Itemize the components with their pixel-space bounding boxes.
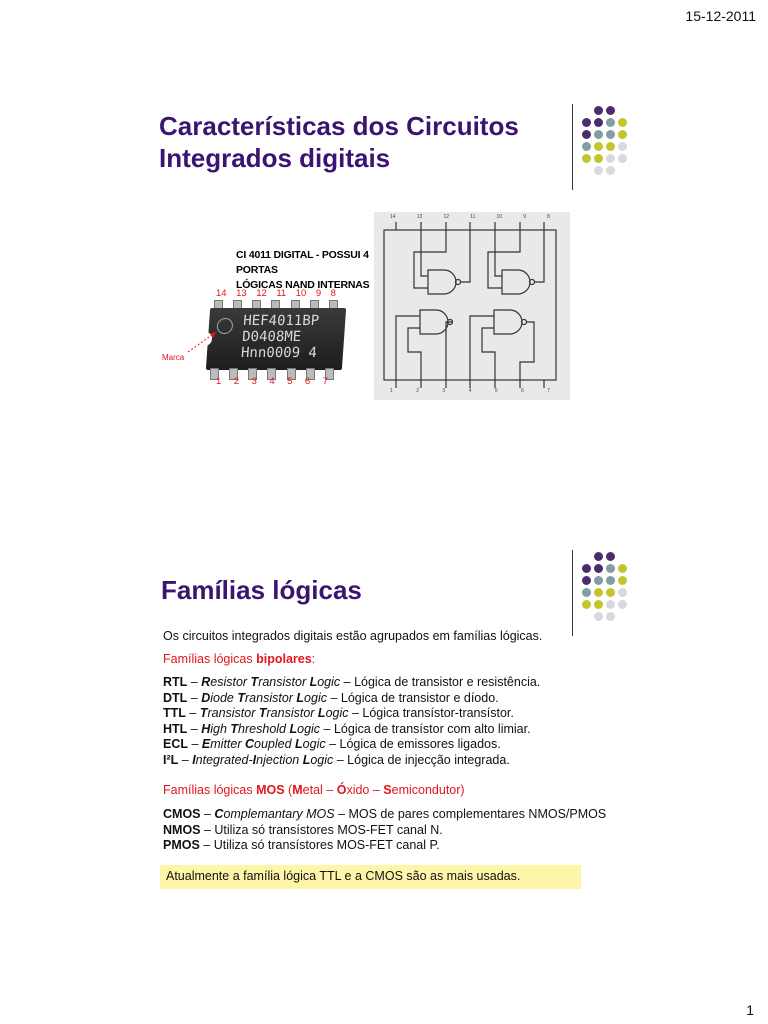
bipolar-suffix: : [311, 652, 316, 666]
slide1-title-line1: Características dos Circuitos [159, 111, 519, 141]
decorative-dot [606, 552, 615, 561]
decorative-dot [582, 600, 591, 609]
list-item: HTL – High Threshold Logic – Lógica de transístor com alto limiar. [163, 721, 531, 736]
decorative-dot [582, 576, 591, 585]
diagram-pin-label: 8 [547, 214, 550, 220]
diagram-pin-label: 13 [416, 214, 423, 220]
decorative-dot [582, 564, 591, 573]
decorative-dot [594, 576, 603, 585]
chip-marking-line2: D0408ME [241, 329, 302, 345]
decorative-dot [594, 588, 603, 597]
bipolar-prefix: Famílias lógicas [163, 652, 257, 666]
slide2-intro: Os circuitos integrados digitais estão agrupados em famílias lógicas. [163, 629, 543, 643]
diagram-pin-label: 12 [443, 214, 449, 220]
list-item: ECL – Emitter Coupled Logic – Lógica de emissores ligados. [163, 737, 501, 751]
decorative-dot [606, 154, 615, 163]
bipolar-heading [163, 652, 315, 668]
chip-top-pin-numbers [216, 288, 336, 299]
diagram-pin-label: 11 [470, 214, 476, 220]
pin-label: 12 [256, 288, 267, 299]
chip-bottom-pin-numbers [216, 376, 328, 387]
decorative-dot [594, 552, 603, 561]
slide1-title-line2: Integrados digitais [159, 143, 391, 173]
diagram-pin-label: 14 [390, 214, 396, 220]
decorative-dot [618, 118, 627, 127]
diagram-pin-label: 6 [521, 388, 524, 394]
pin-label: 8 [330, 288, 336, 299]
decorative-dot [618, 588, 627, 597]
decorative-dot [606, 106, 615, 115]
decorative-dot [618, 130, 627, 139]
decorative-dot [618, 600, 627, 609]
nand-schematic-icon [374, 212, 570, 400]
decorative-dot [606, 142, 615, 151]
marker-label: Marca [162, 353, 185, 362]
chip-body [206, 308, 346, 370]
decorative-dot [606, 588, 615, 597]
chip-caption-line1: CI 4011 DIGITAL - POSSUI 4 PORTAS [236, 249, 369, 276]
list-item: RTL – Resistor Transistor Logic – Lógica de transistor e resistência. [163, 675, 541, 689]
decorative-dots-2 [572, 550, 636, 638]
decorative-dot [594, 118, 603, 127]
diagram-bottom-pins [390, 388, 550, 394]
decorative-dot [594, 600, 603, 609]
list-item: TTL – Transistor Transistor Logic – Lógica transístor-transístor. [163, 706, 514, 720]
decorative-dot [618, 564, 627, 573]
diagram-pin-label: 2 [416, 388, 419, 394]
decorative-dot [594, 166, 603, 175]
mos-heading: Famílias lógicas MOS (Metal – Óxido – Semicondutor) [163, 783, 465, 797]
decorative-dot [606, 612, 615, 621]
decorative-dot [606, 576, 615, 585]
diagram-pin-label: 5 [494, 388, 498, 394]
bipolar-list [163, 675, 603, 768]
diagram-pin-label: 10 [496, 214, 503, 220]
list-item: NMOS – Utiliza só transístores MOS-FET canal N. [163, 822, 443, 837]
marker-arrow-icon [184, 328, 224, 356]
decorative-dot [606, 130, 615, 139]
decorative-dot [594, 154, 603, 163]
diagram-pin-label: 9 [523, 214, 527, 220]
pin-label: 9 [315, 288, 322, 299]
highlight-note: Atualmente a família lógica TTL e a CMOS são as mais usadas. [160, 865, 581, 889]
decorative-dot [594, 612, 603, 621]
decorative-dot [594, 564, 603, 573]
pin-label: 13 [236, 288, 247, 299]
decorative-dot [606, 564, 615, 573]
nand-gate-diagram [374, 212, 570, 400]
decorative-dot [582, 118, 591, 127]
decorative-dot [582, 130, 591, 139]
pin-label: 6 [304, 376, 311, 387]
pin-label: 14 [216, 288, 227, 299]
decorative-dot [606, 600, 615, 609]
decorative-dot [582, 588, 591, 597]
pin-label: 2 [233, 376, 240, 387]
pin-label: 1 [216, 376, 222, 387]
decorative-dot [594, 106, 603, 115]
ic-chip-photo [164, 242, 374, 392]
mos-list [163, 807, 633, 854]
decorative-dot [618, 154, 627, 163]
slide1-title [159, 110, 519, 174]
decorative-dot [618, 576, 627, 585]
list-item: I²L – Integrated-Injection Logic – Lógica de injecção integrada. [163, 752, 510, 767]
pin-label: 3 [251, 376, 257, 387]
list-item: PMOS – Utiliza só transístores MOS-FET canal P. [163, 838, 440, 852]
diagram-pin-label: 7 [547, 388, 550, 394]
chip-marking-line3: Hnn0009 4 [240, 345, 318, 361]
pin-label: 11 [276, 288, 287, 299]
diagram-pin-label: 4 [468, 388, 472, 394]
decorative-dots-1 [572, 104, 636, 192]
pin-label: 7 [322, 376, 328, 387]
slide2-title: Famílias lógicas [161, 575, 362, 605]
chip-caption [236, 248, 374, 293]
decorative-dot [606, 166, 615, 175]
chip-caption-line2: LÓGICAS NAND INTERNAS [236, 279, 370, 291]
pin-label: 10 [295, 288, 307, 299]
pin-label: 4 [269, 376, 275, 387]
document-date: 15-12-2011 [685, 8, 756, 24]
decorative-dot [618, 142, 627, 151]
list-item: DTL – Diode Transistor Logic – Lógica de transistor e díodo. [163, 690, 499, 705]
chip-marking-line1: HEF4011BP [242, 313, 320, 329]
bipolar-word: bipolares [256, 652, 312, 666]
diagram-pin-label: 1 [390, 388, 393, 394]
decorative-dot [582, 142, 591, 151]
pin-label: 5 [287, 376, 293, 387]
decorative-dot [594, 142, 603, 151]
chip-marking [240, 313, 319, 361]
page-number: 1 [746, 1002, 754, 1018]
diagram-pin-label: 3 [442, 388, 446, 394]
decorative-dot [582, 154, 591, 163]
decorative-dot [606, 118, 615, 127]
list-item: CMOS – Complemantary MOS – MOS de pares complementares NMOS/PMOS [163, 807, 607, 821]
decorative-dot [594, 130, 603, 139]
